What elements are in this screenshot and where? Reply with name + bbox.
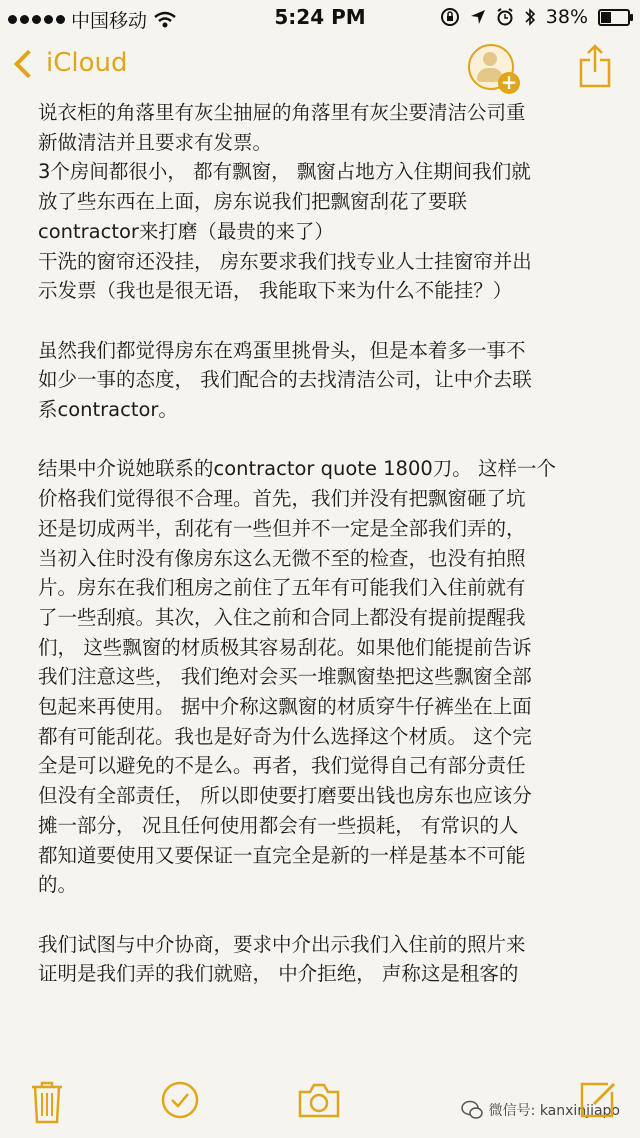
note-line: 系contractor。 xyxy=(38,398,178,422)
note-body[interactable] xyxy=(38,98,612,1058)
note-line: 的。 xyxy=(38,873,78,897)
note-line: 都知道要使用又要保证一直完全是新的一样是基本不可能 xyxy=(38,843,526,867)
nav-bar xyxy=(0,36,640,98)
note-line: 证明是我们弄的我们就赔， 中介拒绝， 声称这是租客的 xyxy=(38,962,519,986)
note-line: 片。房东在我们租房之前住了五年有可能我们入住前就有 xyxy=(38,576,526,600)
battery-fill xyxy=(601,12,611,23)
status-bar xyxy=(0,0,640,36)
note-line: 全是可以避免的不是么。再者，我们觉得自己有部分责任 xyxy=(38,754,526,778)
paragraph-gap xyxy=(38,900,612,930)
note-line: 放了些东西在上面，房东说我们把飘窗刮花了要联 xyxy=(38,190,468,214)
add-person-button[interactable] xyxy=(468,44,518,94)
location-icon xyxy=(470,9,486,25)
camera-icon[interactable] xyxy=(297,1080,341,1120)
note-line: contractor来打磨（最贵的来了） xyxy=(38,219,334,243)
carrier-name: 中国移动 xyxy=(71,10,148,32)
battery-percent: 38% xyxy=(545,6,588,28)
note-line: 还是切成两半，刮花有一些但并不一定是全部我们弄的， xyxy=(38,516,526,540)
compose-icon[interactable] xyxy=(578,1080,618,1120)
note-line: 新做清洁并且要求有发票。 xyxy=(38,130,273,154)
status-time: 5:24 PM xyxy=(274,5,366,29)
checklist-icon[interactable] xyxy=(160,1080,200,1120)
note-line: 当初入住时没有像房东这么无微不至的检查，也没有拍照 xyxy=(38,546,526,570)
paragraph-gap xyxy=(38,425,612,455)
note-line: 我们试图与中介协商，要求中介出示我们入住前的照片来 xyxy=(38,932,526,956)
chevron-left-icon xyxy=(14,50,42,78)
plus-icon: + xyxy=(498,72,520,94)
bluetooth-icon xyxy=(524,7,536,27)
battery-icon xyxy=(598,9,630,26)
share-icon[interactable] xyxy=(578,44,612,88)
note-line: 说衣柜的角落里有灰尘抽屉的角落里有灰尘要清洁公司重 xyxy=(38,101,526,124)
note-line: 干洗的窗帘还没挂， 房东要求我们找专业人士挂窗帘并出 xyxy=(38,249,532,273)
status-right xyxy=(440,6,630,28)
note-line: 们， 这些飘窗的材质极其容易刮花。如果他们能提前告诉 xyxy=(38,635,532,659)
back-button-label: iCloud xyxy=(46,48,128,78)
note-line: 如少一事的态度， 我们配合的去找清洁公司，让中介去联 xyxy=(38,368,532,392)
note-line: 3个房间都很小， 都有飘窗， 飘窗占地方入住期间我们就 xyxy=(38,160,531,184)
note-line: 摊一部分， 况且任何使用都会有一些损耗， 有常识的人 xyxy=(38,813,519,837)
wechat-icon xyxy=(461,1100,483,1120)
note-line: 示发票（我也是很无语， 我能取下来为什么不能挂？） xyxy=(38,279,513,303)
rotation-lock-icon xyxy=(440,7,460,27)
watermark-text: 微信号: kanxinjiapo xyxy=(488,1103,620,1119)
note-line: 包起来再使用。 据中介称这飘窗的材质穿牛仔裤坐在上面 xyxy=(38,695,532,719)
note-line: 结果中介说她联系的contractor quote 1800刀。 这样一个 xyxy=(38,457,556,481)
note-line: 但没有全部责任， 所以即使要打磨要出钱也房东也应该分 xyxy=(38,784,532,808)
note-line: 了一些刮痕。其次，入住之前和合同上都没有提前提醒我 xyxy=(38,605,526,629)
alarm-icon xyxy=(496,8,514,26)
note-line: 都有可能刮花。我也是好奇为什么选择这个材质。 这个完 xyxy=(38,724,532,748)
person-head-icon xyxy=(483,52,497,66)
note-line: 虽然我们都觉得房东在鸡蛋里挑骨头，但是本着多一事不 xyxy=(38,338,526,362)
note-line: 我们注意这些， 我们绝对会买一堆飘窗垫把这些飘窗全部 xyxy=(38,665,532,689)
paragraph-gap xyxy=(38,306,612,336)
bottom-toolbar xyxy=(0,1070,640,1138)
back-button[interactable] xyxy=(18,48,128,78)
note-line: 价格我们觉得很不合理。首先，我们并没有把飘窗砸了坑 xyxy=(38,487,526,511)
trash-icon[interactable] xyxy=(30,1080,64,1124)
